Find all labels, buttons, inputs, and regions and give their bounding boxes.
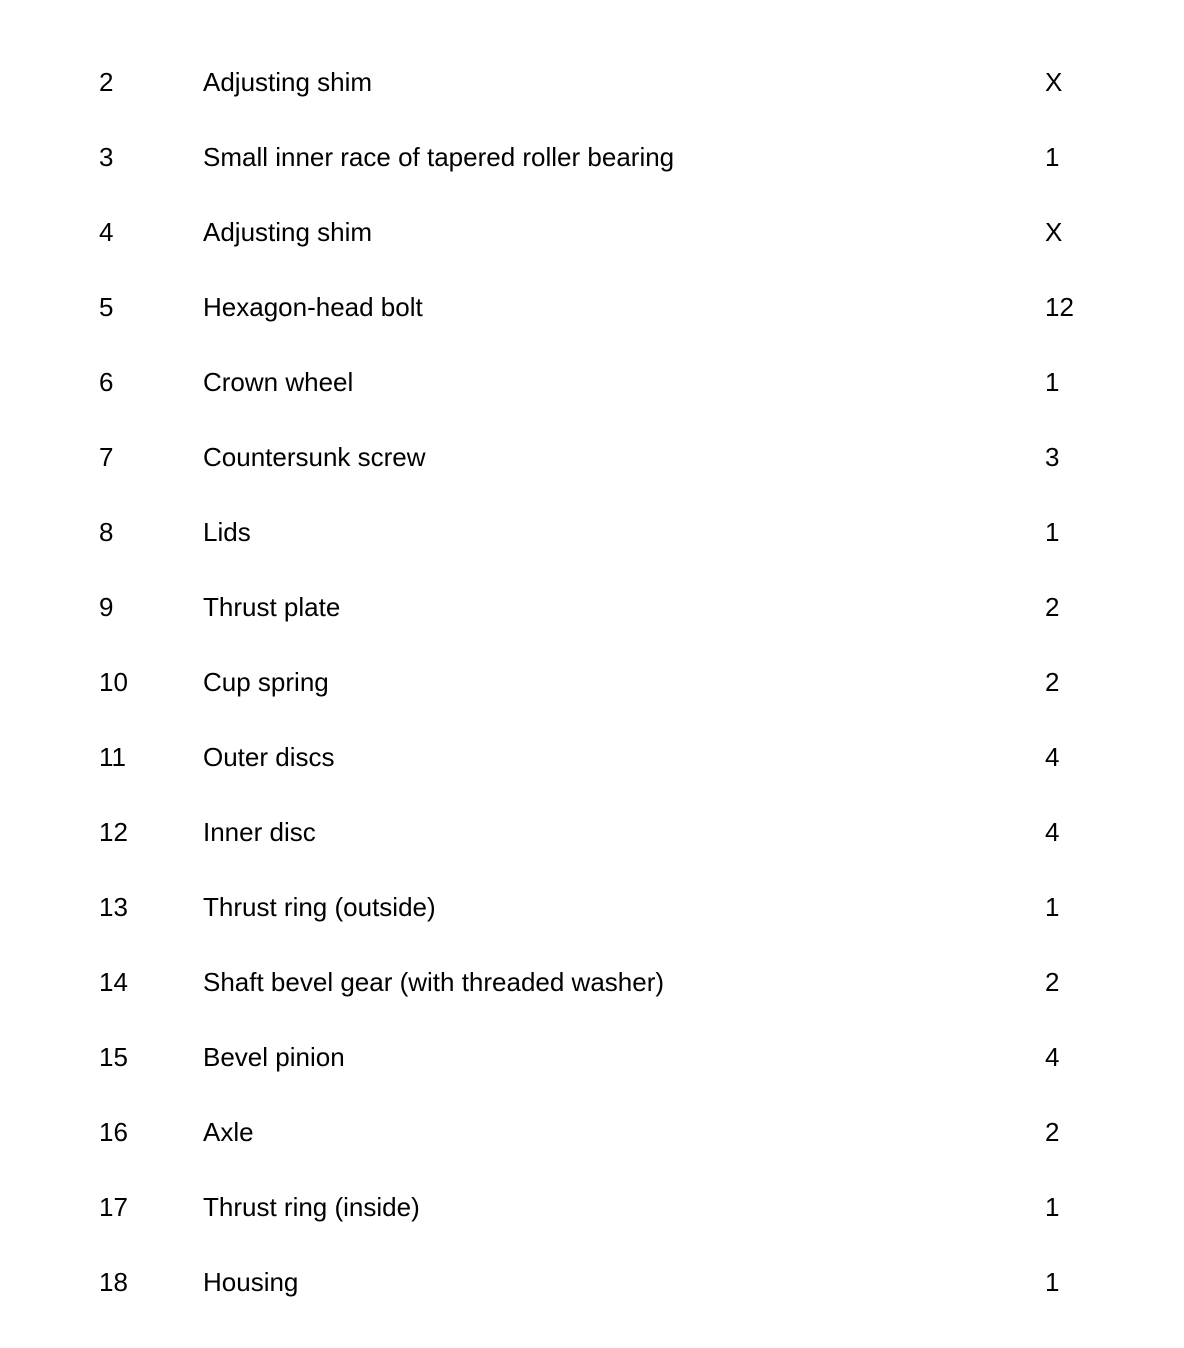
part-description: Bevel pinion: [203, 1042, 345, 1072]
parts-row: [0, 420, 1184, 495]
parts-row: [0, 570, 1184, 645]
part-quantity: X: [1045, 67, 1063, 97]
part-description: Housing: [203, 1267, 299, 1297]
part-description: Crown wheel: [203, 367, 354, 397]
part-number: 16: [99, 1117, 128, 1147]
parts-row: [0, 1170, 1184, 1245]
part-quantity: 1: [1045, 1267, 1060, 1297]
parts-row: [0, 1020, 1184, 1095]
part-number: 7: [99, 442, 114, 472]
part-number: 4: [99, 217, 114, 247]
parts-row: [0, 45, 1184, 120]
part-quantity: 4: [1045, 817, 1060, 847]
part-description: Adjusting shim: [203, 67, 373, 97]
parts-row: [0, 1095, 1184, 1170]
part-description: Thrust ring (inside): [203, 1192, 420, 1222]
part-number: 3: [99, 142, 114, 172]
part-number: 15: [99, 1042, 128, 1072]
part-description: Hexagon-head bolt: [203, 292, 423, 322]
parts-row: [0, 870, 1184, 945]
part-number: 8: [99, 517, 114, 547]
part-quantity: 1: [1045, 517, 1060, 547]
part-quantity: 1: [1045, 1192, 1060, 1222]
part-quantity: 3: [1045, 442, 1060, 472]
parts-row: [0, 795, 1184, 870]
part-quantity: X: [1045, 217, 1063, 247]
parts-row: [0, 645, 1184, 720]
part-quantity: 12: [1045, 292, 1074, 322]
part-quantity: 1: [1045, 892, 1060, 922]
part-description: Thrust ring (outside): [203, 892, 436, 922]
part-description: Thrust plate: [203, 592, 341, 622]
part-number: 17: [99, 1192, 128, 1222]
parts-row: [0, 120, 1184, 195]
part-description: Outer discs: [203, 742, 335, 772]
part-number: 9: [99, 592, 114, 622]
part-quantity: 4: [1045, 742, 1060, 772]
part-number: 6: [99, 367, 114, 397]
part-description: Countersunk screw: [203, 442, 426, 472]
part-quantity: 2: [1045, 967, 1060, 997]
part-number: 18: [99, 1267, 128, 1297]
part-description: Shaft bevel gear (with threaded washer): [203, 967, 665, 997]
parts-row: [0, 270, 1184, 345]
parts-row: [0, 945, 1184, 1020]
part-description: Axle: [203, 1117, 254, 1147]
parts-row: [0, 495, 1184, 570]
part-quantity: 1: [1045, 142, 1060, 172]
part-number: 12: [99, 817, 128, 847]
part-description: Small inner race of tapered roller bearing: [203, 142, 675, 172]
part-number: 11: [99, 742, 126, 772]
parts-row: [0, 195, 1184, 270]
part-number: 13: [99, 892, 128, 922]
part-quantity: 2: [1045, 1117, 1060, 1147]
part-description: Cup spring: [203, 667, 329, 697]
parts-list: [0, 45, 1184, 1320]
parts-row: [0, 345, 1184, 420]
part-number: 10: [99, 667, 128, 697]
part-description: Inner disc: [203, 817, 316, 847]
part-number: 2: [99, 67, 114, 97]
part-number: 5: [99, 292, 114, 322]
parts-row: [0, 1245, 1184, 1320]
part-description: Lids: [203, 517, 251, 547]
part-quantity: 4: [1045, 1042, 1060, 1072]
part-description: Adjusting shim: [203, 217, 373, 247]
part-quantity: 2: [1045, 592, 1060, 622]
part-quantity: 1: [1045, 367, 1060, 397]
part-number: 14: [99, 967, 128, 997]
part-quantity: 2: [1045, 667, 1060, 697]
parts-row: [0, 720, 1184, 795]
